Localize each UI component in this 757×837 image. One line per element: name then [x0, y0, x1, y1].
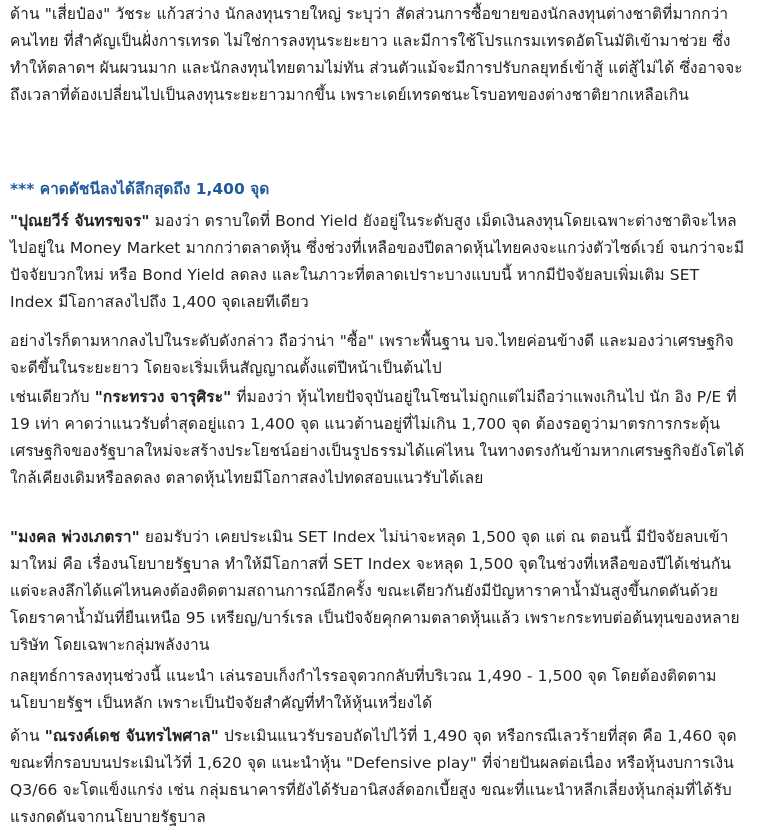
paragraph-mongkol: [10, 524, 745, 659]
person-name: "ณรงค์เดช จันทรไพศาล": [44, 727, 219, 745]
paragraph-krasuang: [10, 384, 745, 492]
paragraph-wachara: [10, 1, 745, 109]
paragraph-strategy: [10, 663, 745, 717]
paragraph-text: ที่มองว่า หุ้นไทยปัจจุบันอยู่ในโซนไม่ถูกแต่ไม่ถือว่าแพงเกินไป นัก อิง P/E ที่ 19 เท่า คาดว่าแนวรับต่ำสุดอยู่แถว 1,400 จุด แนวต้านอยู่ที่ไม่เกิน 1,700 จุด ต้องรอดูว่ามาตรการกระตุ้นเศรษฐกิจของรัฐบาลใหม่จะสร้างประโยชน์อย่างเป็นรูปธรรมได้แค่ไหน ในทางตรงกันข้ามหากเศรษฐกิจยังโตได้ใกล้เคียงเดิมหรือลดลง ตลาดหุ้นไทยมีโอกาสลงไปทดสอบแนวรับได้เลย: [10, 388, 745, 487]
person-name: "ปุณยวีร์ จันทรขจร": [10, 212, 150, 230]
section-heading: *** คาดดัชนีลงได้ลึกสุดถึง 1,400 จุด: [10, 180, 270, 198]
paragraph-text: ประเมินแนวรับรอบถัดไปไว้ที่ 1,490 จุด หรือกรณีเลวร้ายที่สุด คือ 1,460 จุด ขณะที่กรอบบนประเมินไว้ที่ 1,620 จุด แนะนำหุ้น "Defensive play" ที่จ่ายปันผลต่อเนื่อง หรือหุ้นงบการเงิน Q3/66 จะโตแข็งแกร่ง เช่น กลุ่มธนาคารที่ยังได้รับอานิสงส์ดอกเบี้ยสูง ขณะที่แนะนำหลีกเลี่ยงหุ้นกลุ่มที่ได้รับแรงกดดันจากนโยบายรัฐบาล: [10, 727, 737, 826]
person-name: "มงคล พ่วงเภตรา": [10, 528, 140, 546]
paragraph-buy-view: [10, 328, 745, 382]
paragraph-narongdech: [10, 723, 745, 831]
paragraph-lead: ด้าน: [10, 727, 45, 745]
paragraph-text: อย่างไรก็ตามหากลงไปในระดับดังกล่าว ถือว่าน่า "ซื้อ" เพราะพื้นฐาน บจ.ไทยค่อนข้างดี และมองว่าเศรษฐกิจจะดีขึ้นในระยะยาว โดยจะเริ่มเห็นสัญญาณตั้งแต่ปีหน้าเป็นต้นไป: [10, 332, 734, 377]
paragraph-lead: เช่นเดียวกับ: [10, 388, 95, 406]
person-name: "กระทรวง จารุศิระ": [94, 388, 232, 406]
paragraph-text: กลยุทธ์การลงทุนช่วงนี้ แนะนำ เล่นรอบเก็งกำไรรอจุดวกกลับที่บริเวณ 1,490 - 1,500 จุด โดยต้องติดตามนโยบายรัฐฯ เป็นหลัก เพราะเป็นปัจจัยสำคัญที่ทำให้หุ้นเหวี่ยงได้: [10, 667, 717, 712]
paragraph-text: ด้าน "เสี่ยป๋อง" วัชระ แก้วสว่าง นักลงทุนรายใหญ่ ระบุว่า สัดส่วนการซื้อขายของนักลงทุนต่างชาติที่มากกว่าคนไทย ที่สำคัญเป็นฝั่งการเทรด ไม่ใช่การลงทุนระยะยาว และมีการใช้โปรแกรมเทรดอัตโนมัติเข้ามาช่วย ซึ่งทำให้ตลาดฯ ผันผวนมาก และนักลงทุนไทยตามไม่ทัน ส่วนตัวแม้จะมีการปรับกลยุทธ์เข้าสู้ แต่สู้ไม่ได้ ซึ่งอาจจะถึงเวลาที่ต้องเปลี่ยนไปเป็นลงทุนระยะยาวมากขึ้น เพราะเดย์เทรดชนะโรบอทของต่างชาติยากเหลือเกิน: [10, 5, 743, 104]
paragraph-punyawee: [10, 208, 745, 316]
paragraph-text: ยอมรับว่า เคยประเมิน SET Index ไม่น่าจะหลุด 1,500 จุด แต่ ณ ตอนนี้ มีปัจจัยลบเข้ามาใหม่ คือ เรื่องนโยบายรัฐบาล ทำให้มีโอกาสที่ SET Index จะหลุด 1,500 จุดในช่วงที่เหลือของปีได้เช่นกัน แต่จะลงลึกได้แค่ไหนคงต้องติดตามสถานการณ์อีกครั้ง ขณะเดียวกันยังมีปัญหาราคาน้ำมันสูงขึ้นกดดันด้วย โดยราคาน้ำมันที่ยืนเหนือ 95 เหรียญ/บาร์เรล เป็นปัจจัยคุกคามตลาดหุ้นแล้ว เพราะกระทบต่อต้นทุนของหลายบริษัท โดยเฉพาะกลุ่มพลังงาน: [10, 528, 740, 654]
paragraph-text: มองว่า ตราบใดที่ Bond Yield ยังอยู่ในระดับสูง เม็ดเงินลงทุนโดยเฉพาะต่างชาติจะไหลไปอยู่ใน Money Market มากกว่าตลาดหุ้น ซึ่งช่วงที่เหลือของปีตลาดหุ้นไทยคงจะแกว่งตัวไซด์เวย์ จนกว่าจะมีปัจจัยบวกใหม่ หรือ Bond Yield ลดลง และในภาวะที่ตลาดเปราะบางแบบนี้ หากมีปัจจัยลบเพิ่มเติม SET Index มีโอกาสลงไปถึง 1,400 จุดเลยทีเดียว: [10, 212, 745, 311]
